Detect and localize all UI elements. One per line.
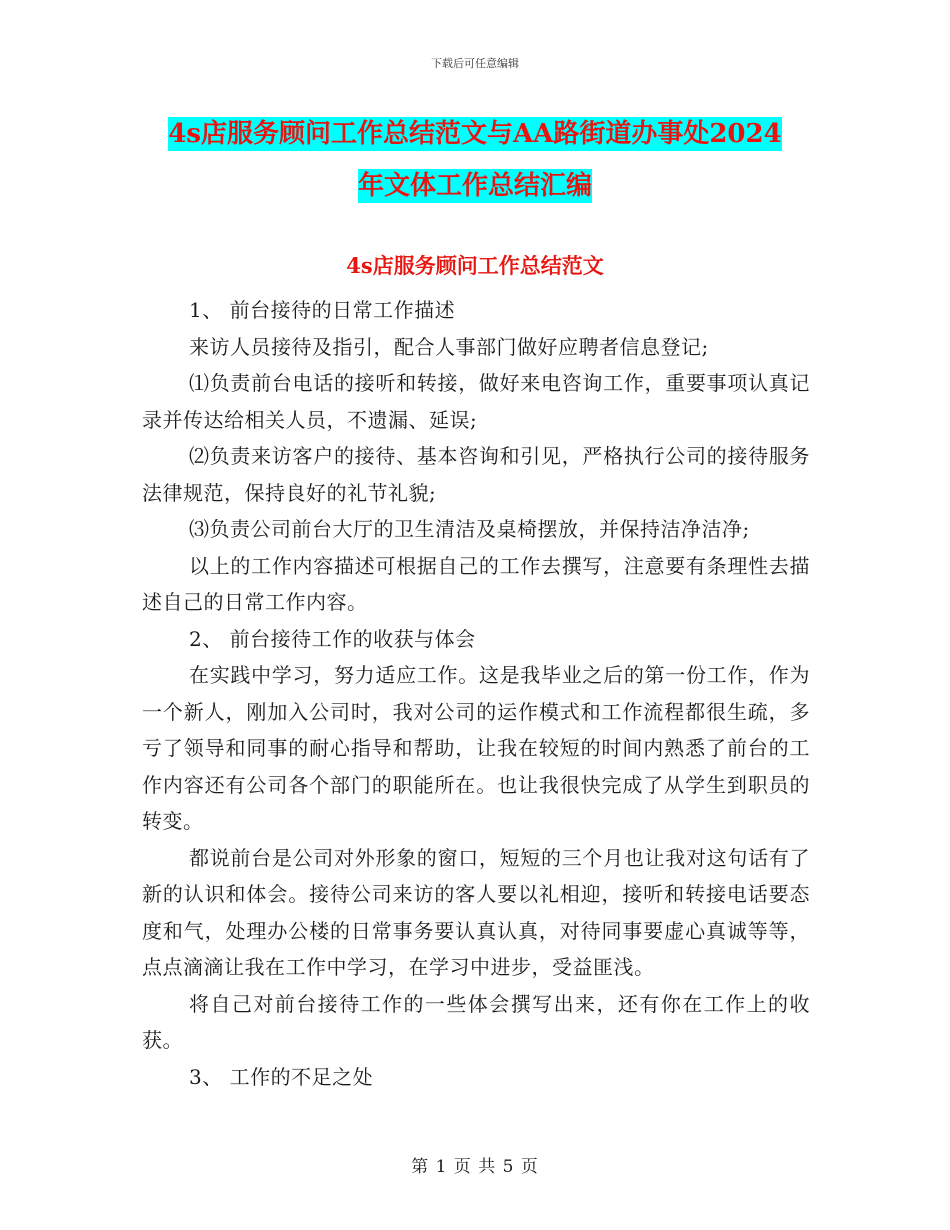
paragraph: 3、 工作的不足之处: [189, 1064, 374, 1089]
paragraph: 将自己对前台接待工作的一些体会撰写出来，还有你在工作上的收获。: [142, 991, 810, 1052]
paragraph: 来访人员接待及指引，配合人事部门做好应聘者信息登记;: [189, 334, 709, 359]
title-line-2: 年文体工作总结汇编: [357, 171, 592, 201]
section-title: 4s店服务顾问工作总结范文: [346, 253, 604, 278]
paragraph: 都说前台是公司对外形象的窗口，短短的三个月也让我对这句话有了新的认识和体会。接待公司来访的客人要以礼相迎，接听和转接电话要态度和气，处理办公楼的日常事务要认真认真，对待同事要虚心真诚等等，点点滴滴让我在工作中学习，在学习中进步，受益匪浅。: [142, 845, 810, 979]
paragraph: 以上的工作内容描述可根据自己的工作去撰写，注意要有条理性去描述自己的日常工作内容。: [142, 553, 810, 614]
paragraph: ⑵负责来访客户的接待、基本咨询和引见，严格执行公司的接待服务法律规范，保持良好的礼节礼貌;: [142, 444, 810, 505]
document-title: [142, 108, 808, 212]
body-text: [142, 292, 810, 1095]
header-note: 下载后可任意编辑: [431, 57, 519, 70]
page-footer: 第 1 页 共 5 页: [411, 1157, 539, 1177]
paragraph: ⑴负责前台电话的接听和转接，做好来电咨询工作，重要事项认真记录并传达给相关人员，不遗漏、延误;: [142, 371, 810, 432]
paragraph: ⑶负责公司前台大厅的卫生清洁及桌椅摆放，并保持洁净洁净;: [189, 517, 750, 541]
paragraph: 1、 前台接待的日常工作描述: [189, 298, 456, 322]
paragraph: 在实践中学习，努力适应工作。这是我毕业之后的第一份工作，作为一个新人，刚加入公司时，我对公司的运作模式和工作流程都很生疏，多亏了领导和同事的耐心指导和帮助，让我在较短的时间内熟悉了前台的工作内容还有公司各个部门的职能所在。也让我很快完成了从学生到职员的转变。: [142, 663, 810, 833]
title-line-1: 4s店服务顾问工作总结范文与AA路街道办事处2024: [168, 119, 782, 149]
paragraph: 2、 前台接待工作的收获与体会: [189, 626, 476, 651]
